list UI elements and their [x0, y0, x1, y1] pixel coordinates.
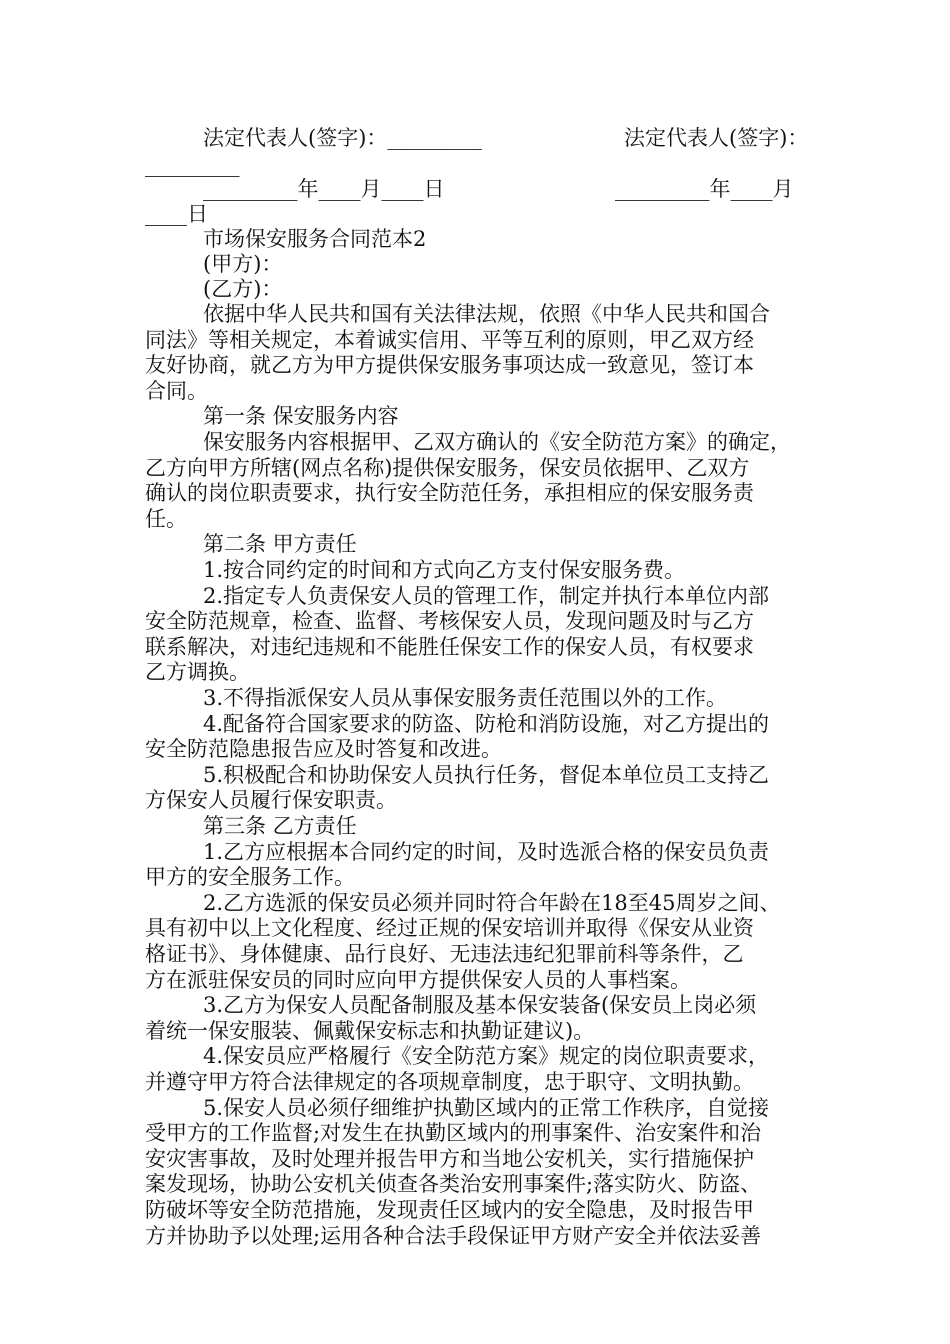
- body-line: 案发现场，协助公安机关侦查各类治安刑事案件;落实防火、防盗、: [145, 1172, 762, 1197]
- body-line: 防破坏等安全防范措施，发现责任区域内的安全隐患，及时报告甲: [145, 1198, 754, 1222]
- body-line: 具有初中以上文化程度、经过正规的保安培训并取得《保安从业资: [145, 916, 754, 941]
- body-line: 方并协助予以处理;运用各种合法手段保证甲方财产安全并依法妥善: [145, 1223, 762, 1248]
- body-line: 任。: [145, 506, 187, 531]
- body-line: 5.保安人员必须仔细维护执勤区域内的正常工作秩序，自觉接: [203, 1095, 770, 1120]
- body-line: 2.乙方选派的保安员必须并同时符合年龄在18至45周岁之间、: [203, 890, 781, 915]
- document-title: 市场保安服务合同范本2: [203, 227, 427, 251]
- body-line: 格证书》、身体健康、品行良好、无违法违纪犯罪前科等条件，乙: [145, 942, 744, 966]
- body-line: 同法》等相关规定，本着诚实信用、平等互利的原则，甲乙双方经: [145, 327, 754, 352]
- body-line: 确认的岗位职责要求，执行安全防范任务，承担相应的保安服务责: [145, 481, 754, 506]
- body-line: 4.配备符合国家要求的防盗、防枪和消防设施，对乙方提出的: [203, 711, 770, 736]
- date-right-wrap: ____日: [145, 202, 208, 226]
- body-line: 第三条 乙方责任: [203, 814, 357, 838]
- body-line: 着统一保安服装、佩戴保安标志和执勤证建议)。: [145, 1018, 595, 1043]
- signature-right-blank: _________: [145, 153, 240, 177]
- body-line: 甲方的安全服务工作。: [145, 865, 355, 890]
- body-line: 友好协商，就乙方为甲方提供保安服务事项达成一致意见，签订本: [145, 353, 754, 378]
- body-line: 2.指定专人负责保安人员的管理工作，制定并执行本单位内部: [203, 583, 770, 608]
- body-line: 3.乙方为保安人员配备制服及基本保安装备(保安员上岗必须: [203, 993, 757, 1018]
- party-b: (乙方)：: [203, 277, 283, 301]
- body-line: 1.按合同约定的时间和方式向乙方支付保安服务费。: [203, 558, 686, 582]
- date-right: _________年____月: [615, 177, 794, 201]
- body-line: 依据中华人民共和国有关法律法规，依照《中华人民共和国合: [203, 302, 770, 326]
- body-line: 并遵守甲方符合法律规定的各项规章制度，忠于职守、文明执勤。: [145, 1070, 754, 1094]
- body-line: 安全防范隐患报告应及时答复和改进。: [145, 737, 502, 762]
- party-a: (甲方)：: [203, 252, 283, 276]
- body-line: 4.保安员应严格履行《安全防范方案》规定的岗位职责要求，: [203, 1044, 770, 1069]
- signature-right: 法定代表人(签字)：: [624, 126, 809, 150]
- body-line: 安灾害事故，及时处理并报告甲方和当地公安机关，实行措施保护: [145, 1146, 754, 1171]
- body-line: 联系解决，对违纪违规和不能胜任保安工作的保安人员，有权要求: [145, 634, 754, 659]
- body-line: 受甲方的工作监督;对发生在执勤区域内的刑事案件、治安案件和治: [145, 1121, 762, 1146]
- body-line: 乙方调换。: [145, 660, 250, 685]
- body-line: 安全防范规章，检查、监督、考核保安人员，发现问题及时与乙方: [145, 609, 754, 634]
- body-line: 5.积极配合和协助保安人员执行任务，督促本单位员工支持乙: [203, 762, 770, 787]
- body-line: 乙方向甲方所辖(网点名称)提供保安服务，保安员依据甲、乙双方: [145, 455, 750, 480]
- body-line: 合同。: [145, 378, 208, 403]
- body-line: 方在派驻保安员的同时应向甲方提供保安人员的人事档案。: [145, 967, 691, 992]
- body-line: 第一条 保安服务内容: [203, 404, 399, 429]
- body-line: 方保安人员履行保安职责。: [145, 788, 397, 813]
- body-line: 第二条 甲方责任: [203, 532, 357, 557]
- date-left: _________年____月____日: [203, 177, 445, 201]
- body-line: 保安服务内容根据甲、乙双方确认的《安全防范方案》的确定，: [203, 430, 791, 454]
- body-line: 3.不得指派保安人员从事保安服务责任范围以外的工作。: [203, 686, 728, 710]
- body-line: 1.乙方应根据本合同约定的时间，及时选派合格的保安员负责: [203, 839, 770, 864]
- signature-left: 法定代表人(签字)：_________: [203, 126, 482, 150]
